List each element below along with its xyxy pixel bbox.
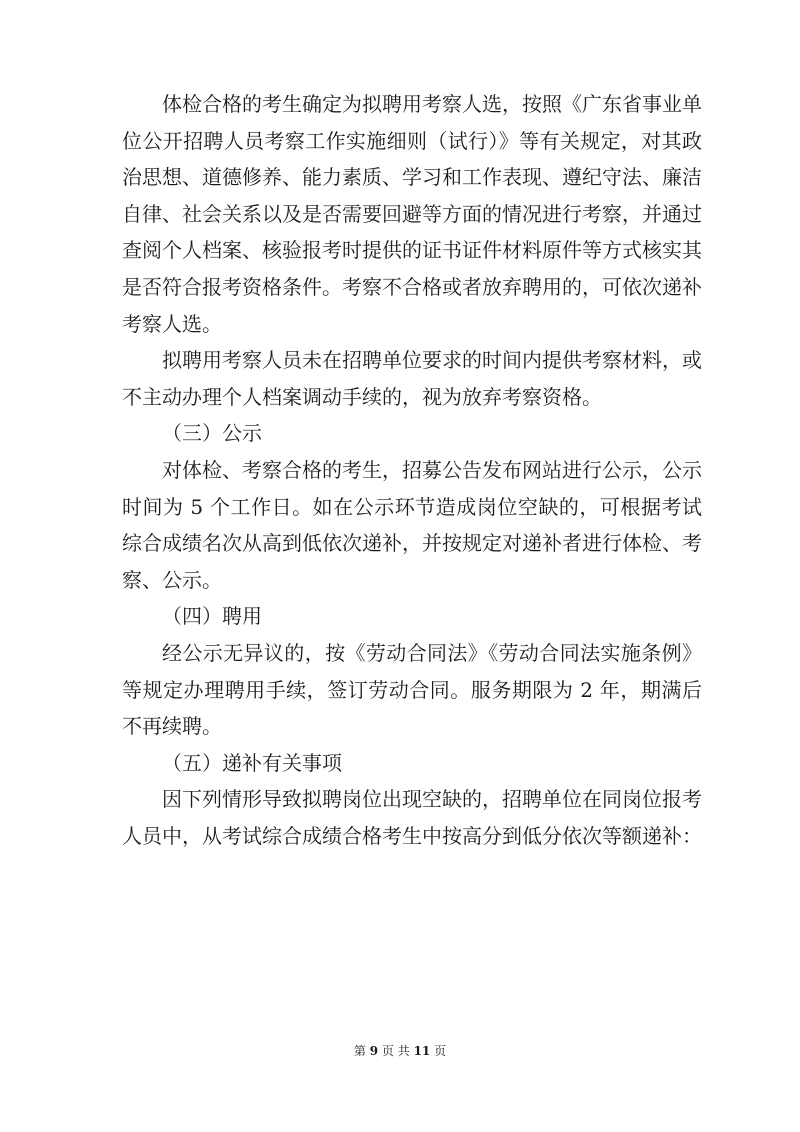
- paragraph-publicity: 对体检、考察合格的考生，招募公告发布网站进行公示，公示时间为 5 个工作日。如在公示环节造成岗位空缺的，可根据考试综合成绩名次从高到低依次递补，并按规定对递补者进行体检、考察、公示。: [122, 457, 702, 592]
- section-heading-employment: （四）聘用: [162, 604, 262, 629]
- section-heading-publicity: （三）公示: [162, 421, 262, 446]
- total-pages-number: 11: [413, 1044, 431, 1058]
- footer-middle: 页 共: [381, 1044, 410, 1058]
- page-number-footer: [0, 1043, 800, 1059]
- footer-suffix: 页: [434, 1044, 447, 1058]
- paragraph-materials: 拟聘用考察人员未在招聘单位要求的时间内提供考察材料，或不主动办理个人档案调动手续的，视为放弃考察资格。: [122, 348, 702, 409]
- current-page-number: 9: [369, 1044, 379, 1058]
- paragraph-replacement: 因下列情形导致拟聘岗位出现空缺的，招聘单位在同岗位报考人员中，从考试综合成绩合格考生中按高分到低分依次等额递补：: [122, 787, 702, 848]
- paragraph-employment: 经公示无异议的，按《劳动合同法》《劳动合同法实施条例》等规定办理聘用手续，签订劳动合同。服务期限为 2 年，期满后不再续聘。: [122, 640, 702, 739]
- paragraph-inspection: 体检合格的考生确定为拟聘用考察人选，按照《广东省事业单位公开招聘人员考察工作实施细则（试行）》等有关规定，对其政治思想、道德修养、能力素质、学习和工作表现、遵纪守法、廉洁自律、社会关系以及是否需要回避等方面的情况进行考察，并通过查阅个人档案、核验报考时提供的证书证件材料原件等方式核实其是否符合报考资格条件。考察不合格或者放弃聘用的，可依次递补考察人选。: [122, 92, 702, 336]
- section-heading-replacement: （五）递补有关事项: [162, 750, 342, 775]
- footer-prefix: 第: [353, 1044, 366, 1058]
- document-body: [122, 86, 702, 854]
